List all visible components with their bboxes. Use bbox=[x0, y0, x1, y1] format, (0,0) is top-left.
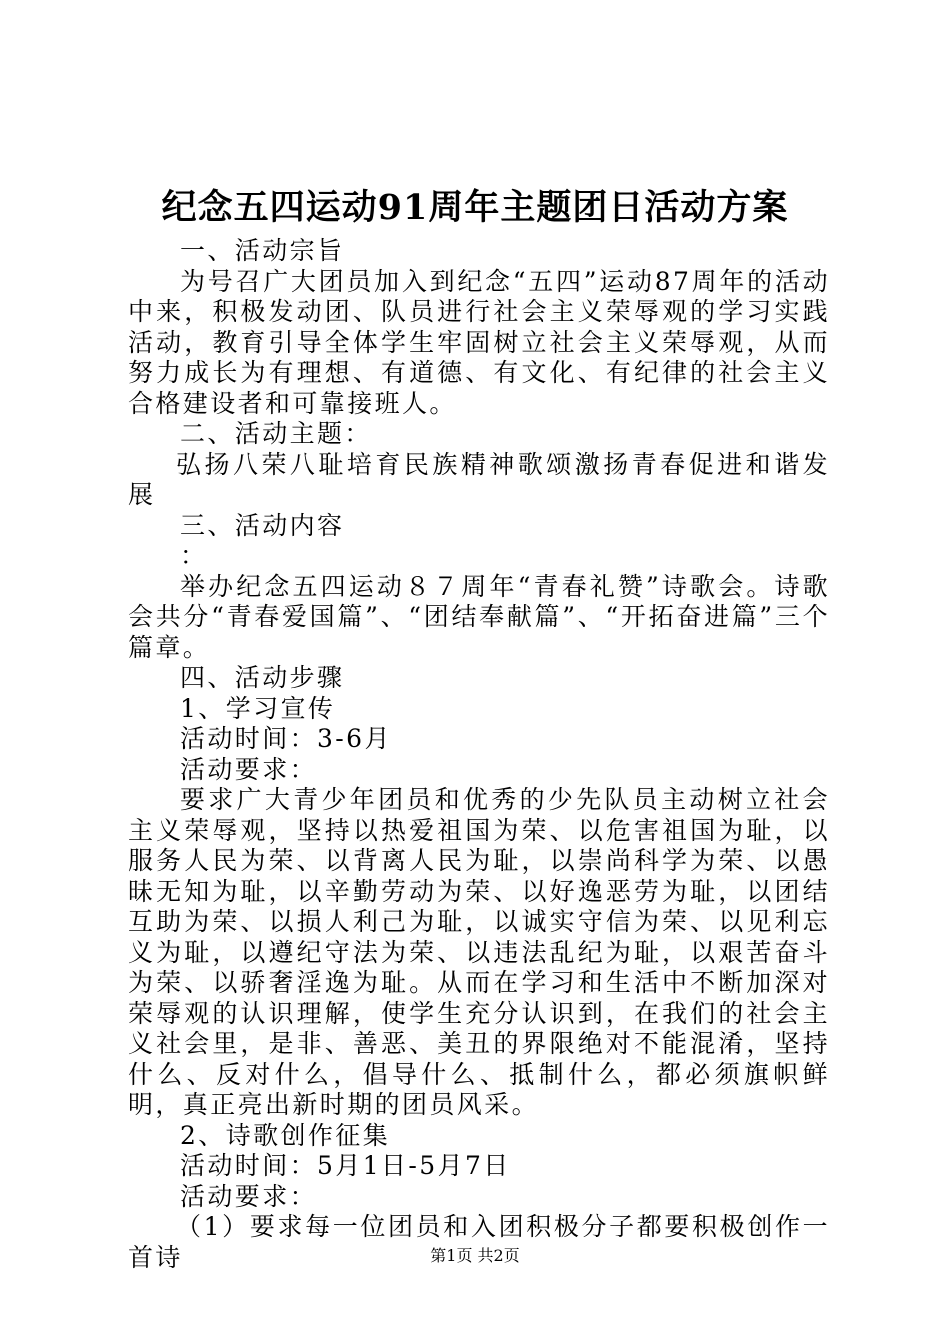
paragraph: ： bbox=[180, 541, 208, 570]
paragraph: 弘扬八荣八耻培育民族精神歌颂激扬青春促进和谐发展 bbox=[128, 449, 830, 509]
paragraph: 为号召广大团员加入到纪念“五四”运动87周年的活动中来，积极发动团、队员进行社会主义荣辱观的学习实践活动，教育引导全体学生牢固树立社会主义荣辱观，从而努力成长为有理想、有道德、有文化、有纪律的社会主义合格建设者和可靠接班人。 bbox=[128, 266, 830, 418]
paragraph: 2、诗歌创作征集 bbox=[180, 1120, 391, 1150]
paragraph: 1、学习宣传 bbox=[180, 693, 336, 723]
paragraph: （1）要求每一位团员和入团积极分子都要积极创作一首诗 bbox=[128, 1212, 830, 1272]
paragraph: 二、活动主题： bbox=[180, 419, 372, 448]
paragraph: 要求广大青少年团员和优秀的少先队员主动树立社会主义荣辱观，坚持以热爱祖国为荣、以危害祖国为耻，以服务人民为荣、以背离人民为耻，以崇尚科学为荣、以愚昧无知为耻，以辛勤劳动为荣、以好逸恶劳为耻，以团结互助为荣、以损人利己为耻，以诚实守信为荣、以见利忘义为耻，以遵纪守法为荣、以违法乱纪为耻，以艰苦奋斗为荣、以骄奢淫逸为耻。从而在学习和生活中不断加深对荣辱观的认识理解，使学生充分认识到，在我们的社会主义社会里，是非、善恶、美丑的界限绝对不能混淆，坚持什么、反对什么，倡导什么、抵制什么，都必须旗帜鲜明，真正亮出新时期的团员风采。 bbox=[128, 785, 830, 1119]
paragraph: 一、活动宗旨 bbox=[180, 236, 345, 265]
page-footer: 第1页 共2页 bbox=[430, 1246, 520, 1265]
paragraph: 四、活动步骤 bbox=[180, 663, 345, 692]
paragraph: 活动要求： bbox=[180, 1181, 318, 1211]
paragraph: 活动时间：3-6月 bbox=[180, 724, 392, 753]
paragraph: 活动时间：5月1日-5月7日 bbox=[180, 1151, 511, 1180]
paragraph: 活动要求： bbox=[180, 754, 318, 784]
paragraph: 举办纪念五四运动８７周年“青春礼赞”诗歌会。诗歌会共分“青春爱国篇”、“团结奉献篇”、“开拓奋进篇”三个篇章。 bbox=[128, 571, 830, 662]
document-title: 纪念五四运动91周年主题团日活动方案 bbox=[161, 187, 789, 228]
document-body bbox=[128, 236, 830, 1273]
paragraph: 三、活动内容 bbox=[180, 510, 345, 540]
